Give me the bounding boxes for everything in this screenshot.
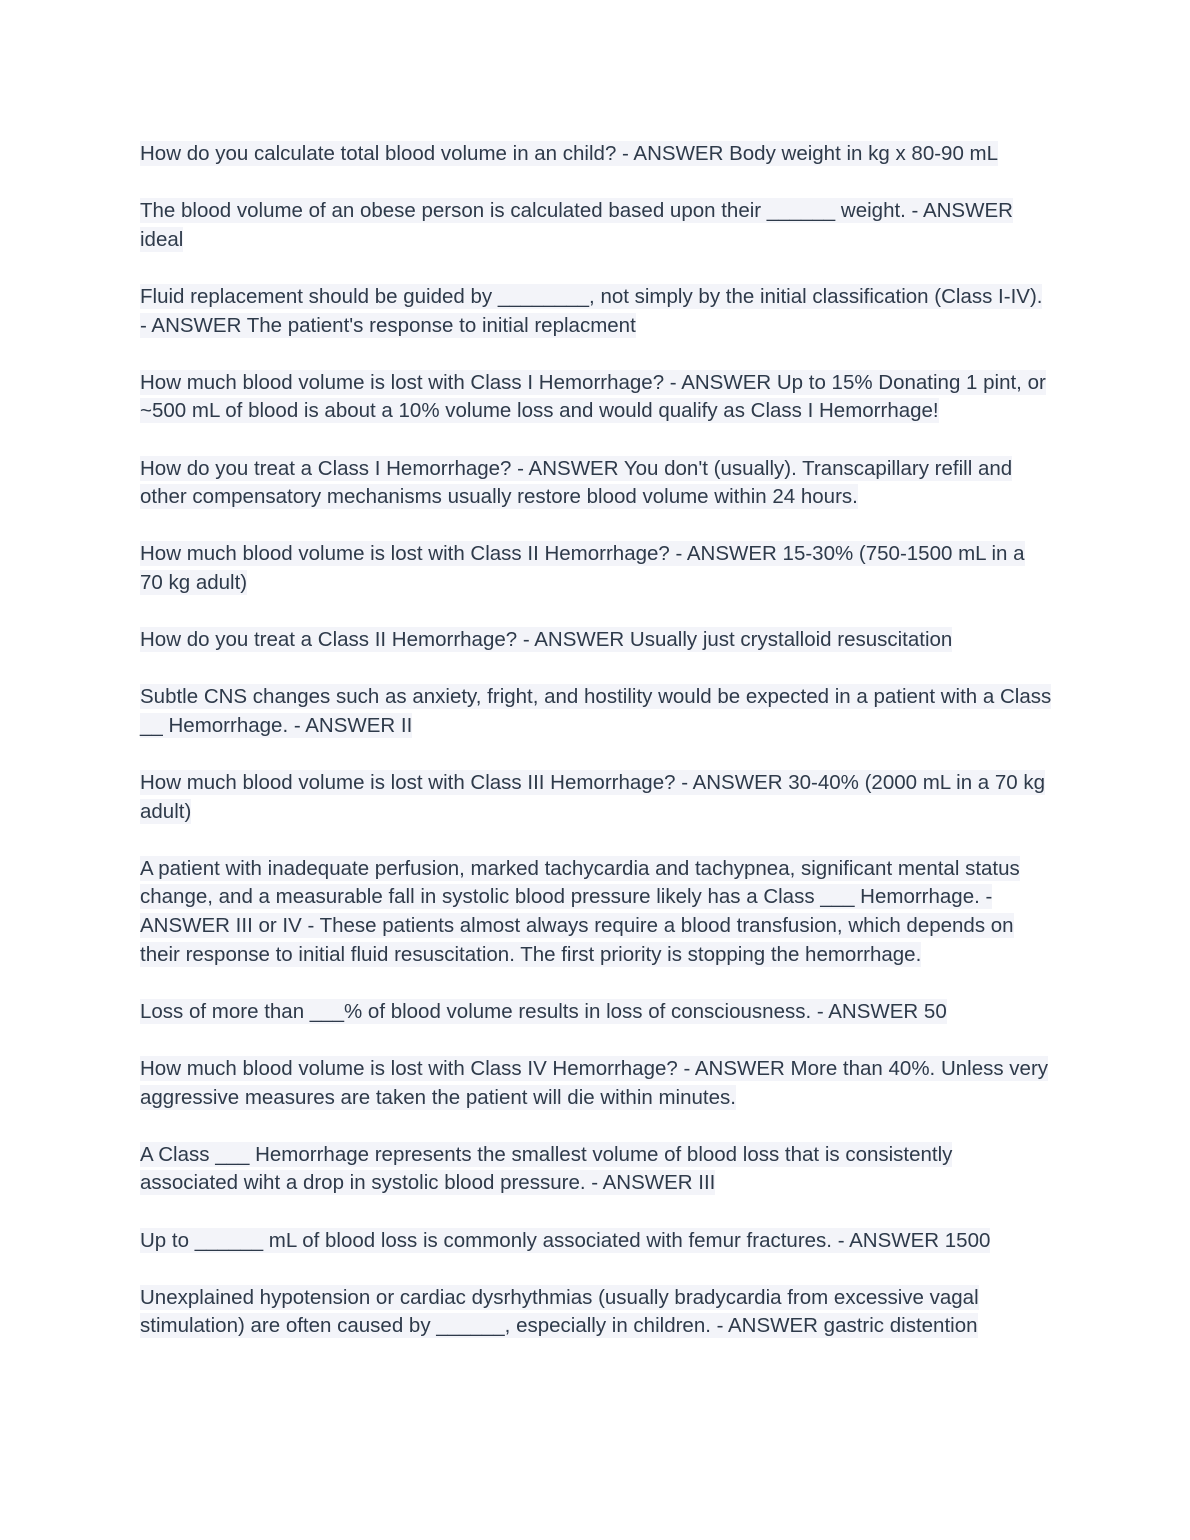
qa-entry [140, 1284, 1052, 1341]
qa-entry [140, 140, 1052, 169]
qa-entry [140, 998, 1052, 1027]
qa-entry [140, 855, 1052, 969]
qa-text: How do you calculate total blood volume in an child? - ANSWER Body weight in kg x 80-90 mL [140, 142, 999, 165]
qa-text: How much blood volume is lost with Class III Hemorrhage? - ANSWER 30-40% (2000 mL in a 70 kg adult) [140, 771, 1046, 823]
qa-text: A patient with inadequate perfusion, marked tachycardia and tachypnea, significant mental status change, and a measurable fall in systolic blood pressure likely has a Class ___ Hemorrhage. - ANSWER III or IV - These patients almost always require a blood transfusion, which depends on their response to initial fluid resuscitation. The first priority is stopping the hemorrhage. [140, 856, 1020, 966]
qa-entry [140, 283, 1052, 340]
qa-list [140, 140, 1052, 1370]
qa-text: How much blood volume is lost with Class IV Hemorrhage? - ANSWER More than 40%. Unless very aggressive measures are taken the patient will die within minutes. [140, 1057, 1049, 1109]
qa-text: A Class ___ Hemorrhage represents the smallest volume of blood loss that is consistently associated wiht a drop in systolic blood pressure. - ANSWER III [140, 1142, 953, 1195]
qa-text: Loss of more than ___% of blood volume results in loss of consciousness. - ANSWER 50 [140, 999, 947, 1023]
qa-entry [140, 1141, 1052, 1198]
qa-text: How do you treat a Class II Hemorrhage? - ANSWER Usually just crystalloid resuscitation [140, 628, 953, 652]
qa-entry [140, 626, 1052, 655]
qa-text: How do you treat a Class I Hemorrhage? - ANSWER You don't (usually). Transcapillary refill and other compensatory mechanisms usually restore blood volume within 24 hours. [140, 456, 1013, 509]
qa-entry [140, 455, 1052, 512]
qa-entry [140, 1055, 1052, 1112]
qa-text: How much blood volume is lost with Class I Hemorrhage? - ANSWER Up to 15% Donating 1 pint, or ~500 mL of blood is about a 10% volume loss and would qualify as Class I Hemorrhage! [140, 370, 1046, 423]
qa-text: Subtle CNS changes such as anxiety, fright, and hostility would be expected in a patient with a Class __ Hemorrhage. - ANSWER II [140, 685, 1052, 737]
qa-entry [140, 683, 1052, 740]
qa-text: How much blood volume is lost with Class II Hemorrhage? - ANSWER 15-30% (750-1500 mL in a 70 kg adult) [140, 542, 1025, 594]
qa-entry [140, 369, 1052, 426]
qa-text: Fluid replacement should be guided by ________, not simply by the initial classification (Class I-IV). - ANSWER The patient's response to initial replacment [140, 284, 1043, 337]
qa-entry [140, 540, 1052, 597]
qa-entry [140, 197, 1052, 254]
qa-text: Up to ______ mL of blood loss is commonly associated with femur fractures. - ANSWER 1500 [140, 1228, 991, 1252]
qa-text: Unexplained hypotension or cardiac dysrhythmias (usually bradycardia from excessive vagal stimulation) are often caused by ______, especially in children. - ANSWER gastric distention [140, 1285, 979, 1338]
qa-text: The blood volume of an obese person is calculated based upon their ______ weight. - ANSWER ideal [140, 199, 1013, 251]
qa-entry [140, 769, 1052, 826]
qa-entry [140, 1227, 1052, 1256]
